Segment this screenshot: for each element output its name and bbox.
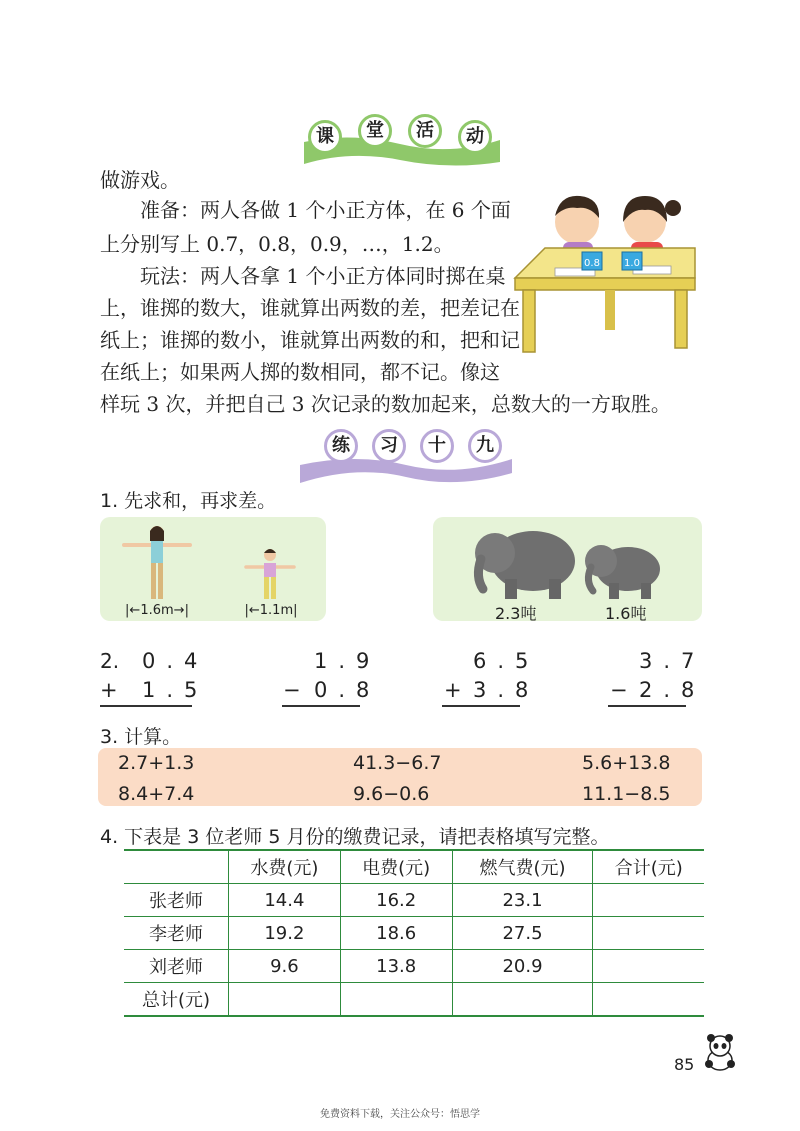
table-cell-blank[interactable] — [452, 983, 593, 1017]
calc-item: 9.6−0.6 — [353, 783, 430, 805]
table-row — [124, 950, 704, 983]
table-cell-blank[interactable] — [593, 884, 704, 917]
activity-prep-line: 上分别写上 0.7，0.8，0.9，…，1.2。 — [100, 232, 454, 256]
answer-line — [100, 705, 192, 707]
banner-char: 课 — [308, 120, 342, 154]
arrow-left-icon: |← — [244, 603, 260, 618]
table-cell-blank[interactable] — [593, 950, 704, 983]
table-cell: 27.5 — [452, 917, 593, 950]
kids-table-illustration — [505, 182, 700, 360]
table-cell-blank[interactable] — [593, 917, 704, 950]
answer-line — [608, 705, 686, 707]
table-row-total — [124, 983, 704, 1017]
problem-top: 6.5 — [473, 649, 540, 673]
woman-arm-span: |←1.6m→| — [125, 603, 189, 618]
activity-prep-line: 准备：两人各做 1 个小正方体，在 6 个面 — [140, 198, 511, 222]
cube-label-left: 0.8 — [584, 258, 600, 269]
q2-label: 2. — [100, 649, 120, 673]
problem-top: 1.9 — [314, 649, 381, 673]
activity-play-line: 样玩 3 次，并把自己 3 次记录的数加起来，总数大的一方取胜。 — [100, 392, 671, 416]
activity-intro: 做游戏。 — [100, 168, 180, 192]
q4-heading: 4. 下表是 3 位老师 5 月份的缴费记录，请把表格填写完整。 — [100, 826, 610, 848]
panda-mascot-icon — [700, 1032, 740, 1072]
calc-item: 2.7+1.3 — [118, 752, 195, 774]
table-cell: 13.8 — [340, 950, 452, 983]
problem-operator: + — [444, 678, 473, 702]
problem-operator: − — [610, 678, 639, 702]
table-header-cell: 水费(元) — [229, 850, 341, 884]
row-label: 总计(元) — [124, 983, 229, 1017]
activity-banner — [300, 112, 505, 170]
answer-line — [442, 705, 520, 707]
table-header-cell: 燃气费(元) — [452, 850, 593, 884]
arrow-right-icon: →| — [173, 603, 189, 618]
banner-char: 堂 — [358, 114, 392, 148]
problem-bottom: 3.8 — [473, 678, 540, 702]
activity-play-line: 玩法：两人各拿 1 个小正方体同时掷在桌 — [140, 264, 506, 288]
banner-char: 习 — [372, 429, 406, 463]
activity-play-line: 纸上；谁掷的数小，谁就算出两数的和，把和记 — [100, 328, 520, 352]
calc-item: 11.1−8.5 — [582, 783, 671, 805]
activity-play-line: 上，谁掷的数大，谁就算出两数的差，把差记在 — [100, 296, 520, 320]
problem-top: 3.7 — [639, 649, 706, 673]
problem-bottom: 2.8 — [639, 678, 706, 702]
table-header-row — [124, 850, 704, 884]
calc-item: 8.4+7.4 — [118, 783, 195, 805]
q1-people-panel — [100, 517, 326, 621]
calc-item: 5.6+13.8 — [582, 752, 671, 774]
elephant-big-weight: 2.3吨 — [495, 604, 537, 623]
table-row — [124, 884, 704, 917]
exercise-banner — [296, 425, 516, 491]
table-cell: 16.2 — [340, 884, 452, 917]
table-cell: 19.2 — [229, 917, 341, 950]
banner-char: 动 — [458, 120, 492, 154]
answer-line — [282, 705, 360, 707]
problem-operator: − — [283, 678, 312, 702]
table-header-cell: 合计(元) — [593, 850, 704, 884]
table-header-cell — [124, 850, 229, 884]
table-cell: 23.1 — [452, 884, 593, 917]
problem-bottom: 0.8 — [314, 678, 381, 702]
row-label: 刘老师 — [124, 950, 229, 983]
table-cell-blank[interactable] — [593, 983, 704, 1017]
table-cell: 9.6 — [229, 950, 341, 983]
banner-char: 十 — [420, 429, 454, 463]
fee-table — [124, 849, 704, 1017]
table-header-cell: 电费(元) — [340, 850, 452, 884]
boy-arm-span: |←1.1m| — [244, 603, 298, 618]
problem-top: 0.4 — [142, 649, 209, 673]
activity-play-line: 在纸上；如果两人掷的数相同，都不记。像这 — [100, 360, 500, 384]
cube-label-right: 1.0 — [624, 258, 640, 269]
q1-elephants-panel — [433, 517, 702, 621]
row-label: 李老师 — [124, 917, 229, 950]
banner-char: 练 — [324, 429, 358, 463]
table-cell-blank[interactable] — [229, 983, 341, 1017]
footer-note: 免费资料下载，关注公众号：悟思学 — [320, 1109, 480, 1120]
row-label: 张老师 — [124, 884, 229, 917]
table-cell-blank[interactable] — [340, 983, 452, 1017]
elephant-small-weight: 1.6吨 — [605, 604, 647, 623]
table-row — [124, 917, 704, 950]
problem-operator: + — [100, 678, 129, 702]
table-cell: 14.4 — [229, 884, 341, 917]
problem-bottom: 1.5 — [142, 678, 209, 702]
q1-heading: 1. 先求和，再求差。 — [100, 490, 277, 512]
calc-item: 41.3−6.7 — [353, 752, 442, 774]
banner-char: 九 — [468, 429, 502, 463]
table-cell: 18.6 — [340, 917, 452, 950]
banner-char: 活 — [408, 114, 442, 148]
table-cell: 20.9 — [452, 950, 593, 983]
page-number: 85 — [674, 1055, 695, 1074]
q3-heading: 3. 计算。 — [100, 726, 182, 748]
arrow-right-icon: | — [293, 603, 298, 618]
elephants-illustration — [433, 517, 702, 621]
arrow-left-icon: |← — [125, 603, 141, 618]
